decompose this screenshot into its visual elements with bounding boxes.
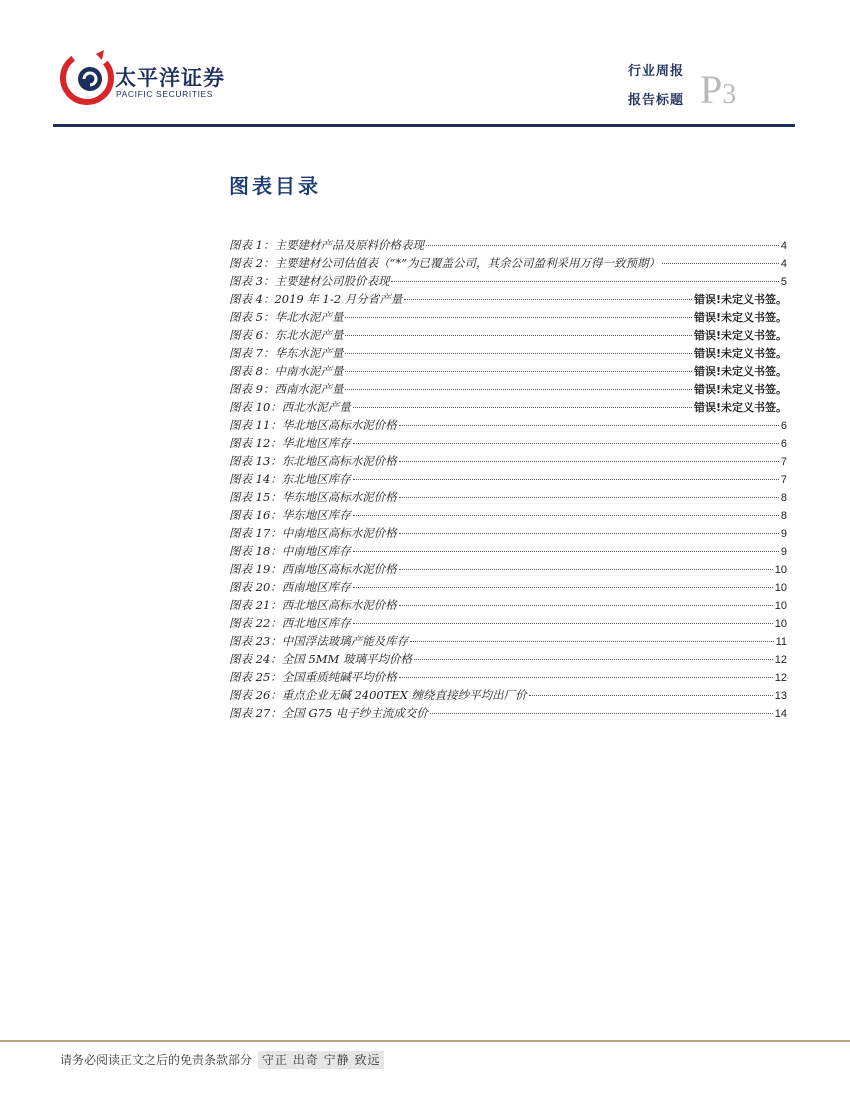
footer-divider	[0, 1040, 850, 1042]
toc-entry-page: 9	[780, 546, 787, 558]
toc-dot-leader	[353, 443, 779, 444]
toc-entry-label: 图表 16：华东地区库存	[229, 508, 351, 522]
toc-entry[interactable]	[229, 363, 787, 381]
toc-entry-page: 14	[774, 708, 787, 720]
toc-entry-page: 8	[780, 492, 787, 504]
toc-entry-page: 错误!未定义书签。	[693, 293, 787, 306]
toc-entry-page: 8	[780, 510, 787, 522]
toc-entry-label: 图表 24：全国 5MM 玻璃平均价格	[229, 652, 412, 666]
toc-entry-label: 图表 1：主要建材产品及原料价格表现	[229, 238, 424, 252]
logo-emblem-icon	[60, 46, 116, 106]
toc-dot-leader	[399, 677, 773, 678]
toc-entry-page: 错误!未定义书签。	[693, 347, 787, 360]
logo-chinese-name: 太平洋证券	[115, 66, 225, 90]
toc-dot-leader	[353, 551, 779, 552]
toc-entry[interactable]	[229, 705, 787, 723]
toc-dot-leader	[345, 317, 691, 318]
report-type: 行业周报	[628, 64, 685, 79]
toc-entry-label: 图表 18：中南地区库存	[229, 544, 351, 558]
toc-entry[interactable]	[229, 453, 787, 471]
toc-dot-leader	[430, 713, 773, 714]
page-number-value: 3	[722, 79, 737, 110]
toc-entry[interactable]	[229, 489, 787, 507]
toc-entry-label: 图表 17：中南地区高标水泥价格	[229, 526, 397, 540]
toc-entry-page: 4	[780, 258, 787, 270]
page-footer	[60, 1051, 384, 1068]
report-title: 报告标题	[628, 93, 685, 108]
toc-entry-page: 12	[774, 654, 787, 666]
toc-entry-label: 图表 21：西北地区高标水泥价格	[229, 598, 397, 612]
toc-entry-page: 7	[780, 474, 787, 486]
toc-dot-leader	[414, 659, 773, 660]
toc-entry-page: 10	[774, 582, 787, 594]
toc-dot-leader	[399, 497, 779, 498]
toc-entry-label: 图表 14：东北地区库存	[229, 472, 351, 486]
toc-entry-label: 图表 6：东北水泥产量	[229, 328, 344, 342]
toc-entry-label: 图表 11：华北地区高标水泥价格	[229, 418, 397, 432]
toc-entry[interactable]	[229, 687, 787, 705]
toc-dot-leader	[391, 281, 778, 282]
toc-entry[interactable]	[229, 669, 787, 687]
toc-entry-label: 图表 10：西北水泥产量	[229, 400, 351, 414]
toc-entry-page: 错误!未定义书签。	[693, 365, 787, 378]
toc-entry-page: 错误!未定义书签。	[693, 383, 787, 396]
toc-entry-page: 10	[774, 600, 787, 612]
toc-entry-label: 图表 12：华北地区库存	[229, 436, 351, 450]
toc-entry-label: 图表 3：主要建材公司股价表现	[229, 274, 390, 288]
toc-entry[interactable]	[229, 651, 787, 669]
toc-entry[interactable]	[229, 381, 787, 399]
toc-dot-leader	[353, 587, 773, 588]
toc-entry-page: 13	[774, 690, 787, 702]
toc-dot-leader	[399, 461, 779, 462]
toc-entry-label: 图表 4：2019 年 1-2 月分省产量	[229, 292, 403, 306]
toc-dot-leader	[345, 353, 691, 354]
logo-english-name: PACIFIC SECURITIES	[116, 89, 214, 99]
toc-dot-leader	[345, 389, 691, 390]
toc-dot-leader	[399, 569, 773, 570]
toc-entry[interactable]	[229, 543, 787, 561]
toc-entry[interactable]	[229, 507, 787, 525]
toc-entry[interactable]	[229, 579, 787, 597]
toc-entry[interactable]	[229, 435, 787, 453]
toc-entry[interactable]	[229, 615, 787, 633]
toc-entry-label: 图表 2：主要建材公司估值表（“*”为已覆盖公司，其余公司盈利采用万得一致预期）	[229, 256, 660, 270]
toc-entry-label: 图表 27：全国 G75 电子纱主流成交价	[229, 706, 428, 720]
toc-entry[interactable]	[229, 525, 787, 543]
toc-entry-page: 6	[780, 420, 787, 432]
section-title: 图表目录	[229, 174, 321, 198]
toc-entry-page: 11	[775, 636, 787, 648]
toc-dot-leader	[404, 299, 692, 300]
toc-entry-page: 10	[774, 618, 787, 630]
toc-entry-label: 图表 22：西北地区库存	[229, 616, 351, 630]
toc-entry-label: 图表 13：东北地区高标水泥价格	[229, 454, 397, 468]
footer-disclaimer: 请务必阅读正文之后的免责条款部分	[60, 1053, 253, 1067]
toc-dot-leader	[399, 425, 779, 426]
toc-entry-label: 图表 20：西南地区库存	[229, 580, 351, 594]
toc-entry-page: 9	[780, 528, 787, 540]
toc-dot-leader	[399, 533, 779, 534]
toc-entry-page: 4	[780, 240, 787, 252]
toc-entry-page: 错误!未定义书签。	[693, 329, 787, 342]
toc-entry-label: 图表 25：全国重质纯碱平均价格	[229, 670, 397, 684]
toc-entry-page: 10	[774, 564, 787, 576]
toc-entry[interactable]	[229, 345, 787, 363]
toc-entry[interactable]	[229, 633, 787, 651]
toc-dot-leader	[353, 515, 779, 516]
toc-dot-leader	[399, 605, 773, 606]
toc-entry-label: 图表 19：西南地区高标水泥价格	[229, 562, 397, 576]
toc-dot-leader	[353, 479, 779, 480]
toc-entry-label: 图表 9：西南水泥产量	[229, 382, 344, 396]
toc-dot-leader	[426, 245, 779, 246]
toc-entry[interactable]	[229, 597, 787, 615]
toc-entry[interactable]	[229, 399, 787, 417]
toc-dot-leader	[353, 623, 773, 624]
toc-entry-label: 图表 7：华东水泥产量	[229, 346, 344, 360]
footer-motto: 守正 出奇 宁静 致远	[258, 1051, 384, 1069]
toc-entry[interactable]	[229, 309, 787, 327]
toc-entry-page: 错误!未定义书签。	[693, 401, 787, 414]
toc-entry-page: 5	[780, 276, 787, 288]
toc-dot-leader	[353, 407, 692, 408]
toc-entry-page: 6	[780, 438, 787, 450]
toc-dot-leader	[662, 263, 779, 264]
page-header	[0, 0, 850, 130]
toc-entry-label: 图表 8：中南水泥产量	[229, 364, 344, 378]
toc-entry-page: 12	[774, 672, 787, 684]
toc-dot-leader	[529, 695, 773, 696]
toc-dot-leader	[345, 335, 691, 336]
company-logo	[60, 46, 260, 106]
toc-entry[interactable]	[229, 273, 787, 291]
toc-dot-leader	[410, 641, 773, 642]
header-divider	[53, 124, 795, 127]
toc-entry[interactable]	[229, 471, 787, 489]
toc-dot-leader	[345, 371, 691, 372]
toc-entry-label: 图表 26：重点企业无碱 2400TEX 缠绕直接纱平均出厂价	[229, 688, 527, 702]
toc-entry[interactable]	[229, 291, 787, 309]
page-prefix: P	[700, 67, 723, 112]
toc-entry[interactable]	[229, 327, 787, 345]
toc-entry-label: 图表 15：华东地区高标水泥价格	[229, 490, 397, 504]
toc-entry[interactable]	[229, 255, 787, 273]
toc-entry[interactable]	[229, 237, 787, 255]
toc-entry[interactable]	[229, 417, 787, 435]
toc-entry-page: 7	[780, 456, 787, 468]
toc-entry-page: 错误!未定义书签。	[693, 311, 787, 324]
figure-index-list	[229, 237, 787, 723]
toc-entry-label: 图表 23：中国浮法玻璃产能及库存	[229, 634, 409, 648]
toc-entry[interactable]	[229, 561, 787, 579]
toc-entry-label: 图表 5：华北水泥产量	[229, 310, 344, 324]
page-number	[700, 66, 736, 113]
